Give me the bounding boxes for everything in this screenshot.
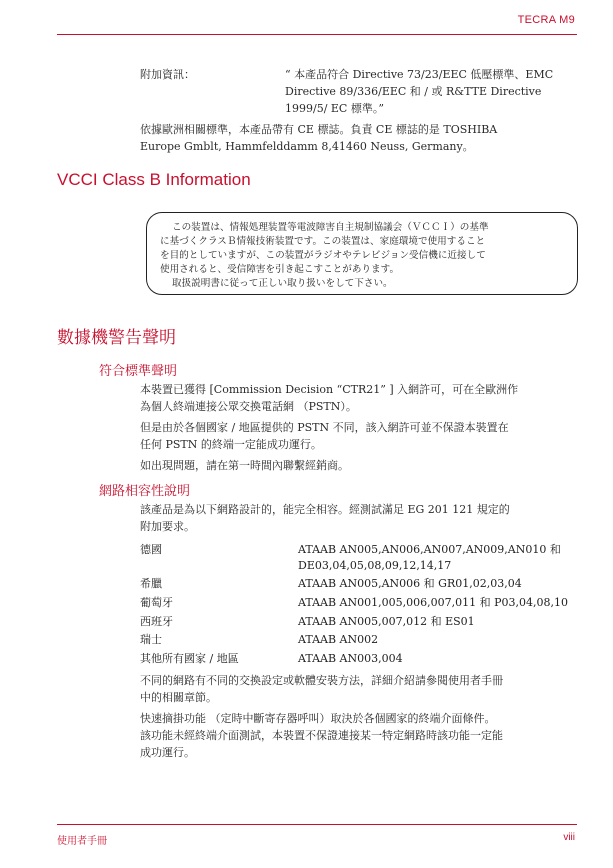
compliance-line: 如出現問題，請在第一時間內聯繫經銷商。 bbox=[140, 459, 349, 472]
compliance-line: 但是由於各個國家 / 地區提供的 PSTN 不同，該入網許可並不保證本裝置在 bbox=[140, 421, 509, 434]
compliance-line: 任何 PSTN 的終端一定能成功運行。 bbox=[140, 438, 322, 451]
compliance-body bbox=[140, 381, 518, 474]
vcci-notice-text bbox=[160, 221, 489, 291]
network-intro-line: 該產品是為以下網路設計的，能完全相容。經測試滿足 EG 201 121 規定的 bbox=[140, 503, 510, 516]
compliance-line: 為個人終端連接公眾交換電話網 （PSTN）。 bbox=[140, 400, 357, 413]
header-rule bbox=[57, 34, 577, 35]
compliance-line: 本裝置已獲得 [Commission Decision “CTR21” ] 入網許可，可在全歐洲作 bbox=[140, 383, 519, 396]
network-intro-line: 附加要求。 bbox=[140, 520, 195, 533]
table-cell-country: 葡萄牙 bbox=[140, 596, 173, 609]
ce-paragraph bbox=[140, 121, 497, 155]
network-note-line: 中的相關章節。 bbox=[140, 691, 217, 704]
network-intro bbox=[140, 501, 510, 535]
vcci-heading: VCCI Class B Information bbox=[57, 170, 251, 189]
network-note-line: 該功能未經終端介面測試，本裝置不保證連接某一特定網路時該功能一定能 bbox=[140, 729, 503, 742]
footer-title: 使用者手冊 bbox=[57, 836, 107, 847]
table-cell-country: 其他所有國家 / 地區 bbox=[140, 652, 239, 665]
standard-line: ATAAB AN005,AN006,AN007,AN009,AN010 和 bbox=[298, 543, 561, 556]
network-note-line: 不同的網路有不同的交換設定或軟體安裝方法，詳細介紹請參閱使用者手冊 bbox=[140, 674, 503, 687]
table-cell-standard: ATAAB AN002 bbox=[298, 633, 379, 646]
compliance-heading: 符合標準聲明 bbox=[99, 363, 178, 378]
table-cell-country: 瑞士 bbox=[140, 633, 162, 646]
ce-line: Europe Gmblt, Hammfelddamm 8,41460 Neuss, Germany。 bbox=[140, 140, 474, 153]
table-cell-standard bbox=[298, 542, 561, 574]
network-note-line: 快速摘掛功能 （定時中斷寄存器呼叫）取決於各個國家的終端介面條件。 bbox=[140, 712, 496, 725]
table-cell-country: 希臘 bbox=[140, 577, 162, 590]
vcci-line: この装置は、情報処理装置等電波障害自主規制協議会（ＶＣＣＩ）の基準 bbox=[172, 222, 489, 233]
ce-line: 依據歐洲相關標準，本產品帶有 CE 標誌。負責 CE 標誌的是 TOSHIBA bbox=[140, 123, 498, 136]
vcci-line: 使用されると、受信障害を引き起こすことがあります。 bbox=[160, 264, 400, 275]
page-number: viii bbox=[563, 832, 575, 843]
standard-line: DE03,04,05,08,09,12,14,17 bbox=[298, 559, 452, 572]
vcci-line: に基づくクラスＢ情報技術装置です。この装置は、家庭環境で使用すること bbox=[160, 236, 486, 247]
table-cell-standard: ATAAB AN005,007,012 和 ES01 bbox=[298, 615, 475, 628]
vcci-line: 取扱説明書に従って正しい取り扱いをして下さい。 bbox=[172, 278, 393, 289]
info-value-line: Directive 89/336/EEC 和 / 或 R&TTE Directive bbox=[285, 85, 542, 98]
info-label: 附加資訊： bbox=[140, 68, 195, 81]
running-header: TECRA M9 bbox=[517, 14, 575, 26]
table-cell-standard: ATAAB AN005,AN006 和 GR01,02,03,04 bbox=[298, 577, 522, 590]
table-cell-standard: ATAAB AN003,004 bbox=[298, 652, 403, 665]
table-cell-country: 西班牙 bbox=[140, 615, 173, 628]
network-heading: 網路相容性說明 bbox=[99, 483, 191, 498]
footer-rule bbox=[57, 824, 577, 825]
info-value bbox=[285, 66, 553, 117]
network-note-line: 成功運行。 bbox=[140, 746, 195, 759]
table-cell-country: 德國 bbox=[140, 543, 162, 556]
info-value-line: 1999/5/ EC 標準。” bbox=[285, 102, 384, 115]
vcci-line: を目的としていますが、この装置がラジオやテレビジョン受信機に近接して bbox=[160, 250, 486, 261]
table-cell-standard: ATAAB AN001,005,006,007,011 和 P03,04,08,10 bbox=[298, 596, 568, 609]
network-notes bbox=[140, 672, 503, 761]
info-value-line: “ 本產品符合 Directive 73/23/EEC 低壓標準、EMC bbox=[285, 68, 554, 81]
modem-heading: 數據機警告聲明 bbox=[57, 328, 176, 347]
